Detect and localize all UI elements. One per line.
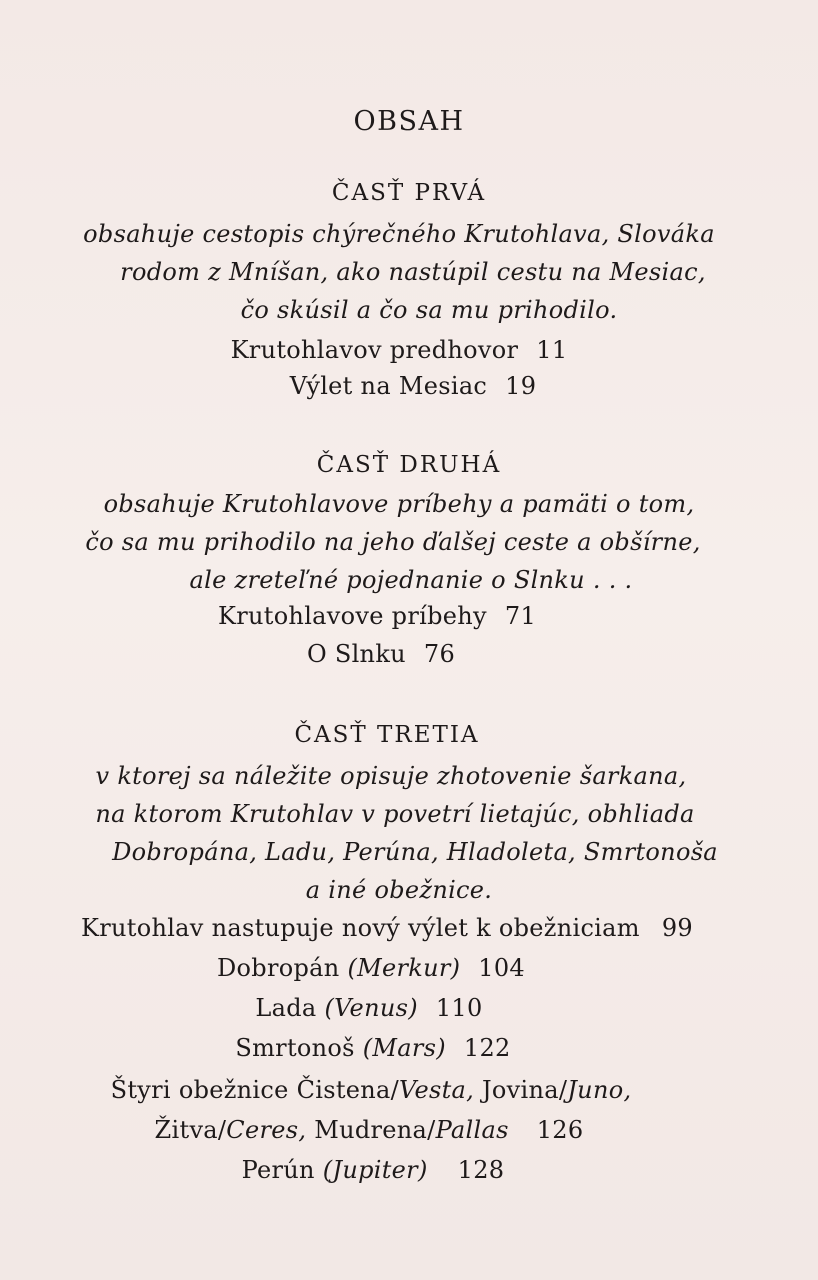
part1-heading: ČASŤ PRVÁ <box>331 180 487 206</box>
part1-desc-line: čo skúsil a čo sa mu prihodilo. <box>240 296 618 324</box>
entry-text: Jovina/ <box>474 1076 568 1104</box>
entry-alt-name: Pallas <box>435 1116 509 1144</box>
entry-title: Výlet na Mesiac <box>289 372 488 400</box>
part3-desc-line: Dobropána, Ladu, Perúna, Hladoleta, Smrtonoša <box>112 838 718 866</box>
toc-entry <box>0 994 778 1022</box>
entry-title: Smrtonoš <box>235 1034 355 1062</box>
toc-entry <box>0 954 780 982</box>
entry-alt-name: Vesta, <box>399 1076 475 1104</box>
entry-title: Krutohlav nastupuje nový výlet k obežniciam <box>81 914 640 942</box>
part3-desc-line: na ktorom Krutohlav v povetrí lietajúc, obhliada <box>95 800 695 828</box>
entry-alt-name: (Jupiter) <box>322 1156 428 1184</box>
entry-page: 122 <box>463 1034 511 1062</box>
toc-entry-multiline <box>0 1076 780 1104</box>
entry-title: Perún <box>241 1156 315 1184</box>
part1-desc-line: obsahuje cestopis chýrečného Krutohlava, Slováka <box>83 220 715 248</box>
entry-page: 11 <box>536 336 568 364</box>
entry-title: O Slnku <box>306 640 406 668</box>
entry-page: 126 <box>536 1116 584 1144</box>
entry-page: 19 <box>505 372 537 400</box>
toc-entry <box>0 640 790 668</box>
entry-title: Krutohlavove príbehy <box>217 602 487 630</box>
entry-page: 110 <box>435 994 483 1022</box>
part3-heading: ČASŤ TRETIA <box>294 722 480 748</box>
entry-title: Dobropán <box>216 954 340 982</box>
entry-page: 71 <box>504 602 537 630</box>
toc-entry <box>0 914 796 942</box>
part3-desc-line: a iné obežnice. <box>305 876 493 904</box>
entry-alt-name: Ceres, <box>226 1116 307 1144</box>
entry-page: 99 <box>661 914 693 942</box>
entry-text: Žitva/ <box>154 1116 227 1144</box>
toc-entry <box>0 1156 782 1184</box>
entry-alt-name: (Merkur) <box>347 954 461 982</box>
toc-entry <box>0 602 786 630</box>
entry-page: 76 <box>423 640 456 668</box>
part2-desc-line: čo sa mu prihodilo na jeho ďalšej ceste a obšírne, <box>85 528 701 556</box>
entry-text: Štyri obežnice Čistena/ <box>110 1076 400 1104</box>
toc-entry <box>0 336 808 364</box>
entry-page: 104 <box>478 954 526 982</box>
entry-alt-name: (Venus) <box>324 994 418 1022</box>
part3-desc-line: v ktorej sa náležite opisuje zhotovenie šarkana, <box>95 762 687 790</box>
toc-entry-multiline <box>0 1116 778 1144</box>
page-title: OBSAH <box>353 106 465 137</box>
entry-page: 128 <box>457 1156 505 1184</box>
entry-text: Mudrena/ <box>306 1116 436 1144</box>
toc-entry <box>4 372 818 400</box>
part2-heading: ČASŤ DRUHÁ <box>316 452 502 478</box>
part1-desc-line: rodom z Mníšan, ako nastúpil cestu na Mesiac, <box>120 258 706 286</box>
part2-desc-line: obsahuje Krutohlavove príbehy a pamäti o tom, <box>103 490 695 518</box>
part2-desc-line: ale zreteľné pojednanie o Slnku . . . <box>189 566 633 594</box>
entry-title: Krutohlavov predhovor <box>230 336 519 364</box>
entry-title: Lada <box>255 994 317 1022</box>
entry-alt-name: Juno, <box>567 1076 632 1104</box>
toc-entry <box>0 1034 782 1062</box>
entry-alt-name: (Mars) <box>362 1034 446 1062</box>
